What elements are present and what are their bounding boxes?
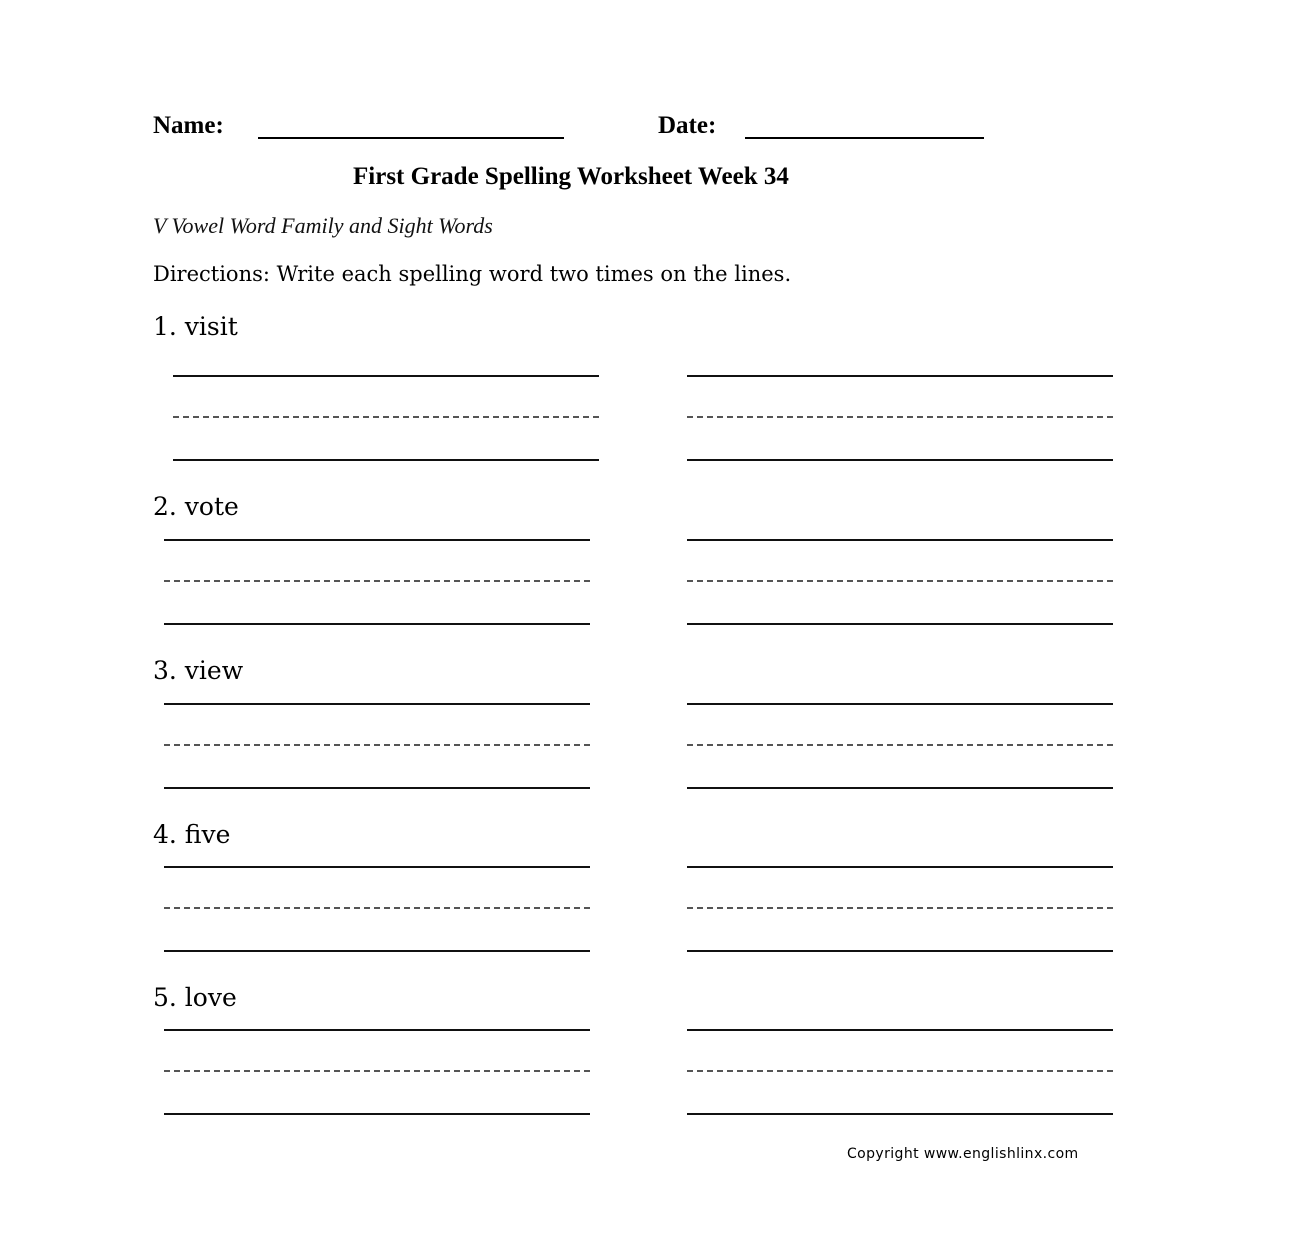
writing-line-base-right[interactable] bbox=[687, 459, 1113, 461]
writing-line-base-right[interactable] bbox=[687, 787, 1113, 789]
worksheet-title: First Grade Spelling Worksheet Week 34 bbox=[353, 163, 789, 190]
writing-line-top-left[interactable] bbox=[173, 375, 599, 377]
writing-line-base-left[interactable] bbox=[164, 787, 590, 789]
writing-line-base-right[interactable] bbox=[687, 950, 1113, 952]
writing-line-top-right[interactable] bbox=[687, 866, 1113, 868]
writing-line-base-left[interactable] bbox=[164, 1113, 590, 1115]
writing-line-base-right[interactable] bbox=[687, 623, 1113, 625]
writing-line-mid-left bbox=[164, 1070, 590, 1072]
writing-line-mid-right bbox=[687, 744, 1113, 746]
writing-line-top-left[interactable] bbox=[164, 1029, 590, 1031]
copyright-notice: Copyright www.englishlinx.com bbox=[847, 1146, 1079, 1162]
spelling-word: 1. visit bbox=[153, 312, 238, 341]
spelling-word: 3. view bbox=[153, 656, 244, 685]
writing-line-top-right[interactable] bbox=[687, 375, 1113, 377]
writing-line-base-left[interactable] bbox=[173, 459, 599, 461]
writing-line-mid-right bbox=[687, 580, 1113, 582]
writing-line-mid-right bbox=[687, 416, 1113, 418]
writing-line-top-left[interactable] bbox=[164, 539, 590, 541]
writing-line-base-left[interactable] bbox=[164, 623, 590, 625]
directions-text: Directions: Write each spelling word two times on the lines. bbox=[153, 262, 792, 286]
date-field-line[interactable] bbox=[745, 137, 984, 139]
writing-line-top-left[interactable] bbox=[164, 703, 590, 705]
writing-line-mid-right bbox=[687, 1070, 1113, 1072]
writing-line-mid-left bbox=[164, 744, 590, 746]
writing-line-top-right[interactable] bbox=[687, 539, 1113, 541]
name-field-line[interactable] bbox=[258, 137, 564, 139]
name-label: Name: bbox=[153, 112, 224, 139]
writing-line-top-right[interactable] bbox=[687, 1029, 1113, 1031]
writing-line-base-left[interactable] bbox=[164, 950, 590, 952]
writing-line-top-right[interactable] bbox=[687, 703, 1113, 705]
writing-line-mid-left bbox=[173, 416, 599, 418]
writing-line-mid-right bbox=[687, 907, 1113, 909]
writing-line-mid-left bbox=[164, 580, 590, 582]
spelling-word: 4. five bbox=[153, 820, 231, 849]
spelling-word: 2. vote bbox=[153, 492, 239, 521]
writing-line-mid-left bbox=[164, 907, 590, 909]
writing-line-base-right[interactable] bbox=[687, 1113, 1113, 1115]
date-label: Date: bbox=[658, 112, 717, 139]
spelling-word: 5. love bbox=[153, 983, 237, 1012]
worksheet-subtitle: V Vowel Word Family and Sight Words bbox=[153, 213, 493, 238]
writing-line-top-left[interactable] bbox=[164, 866, 590, 868]
